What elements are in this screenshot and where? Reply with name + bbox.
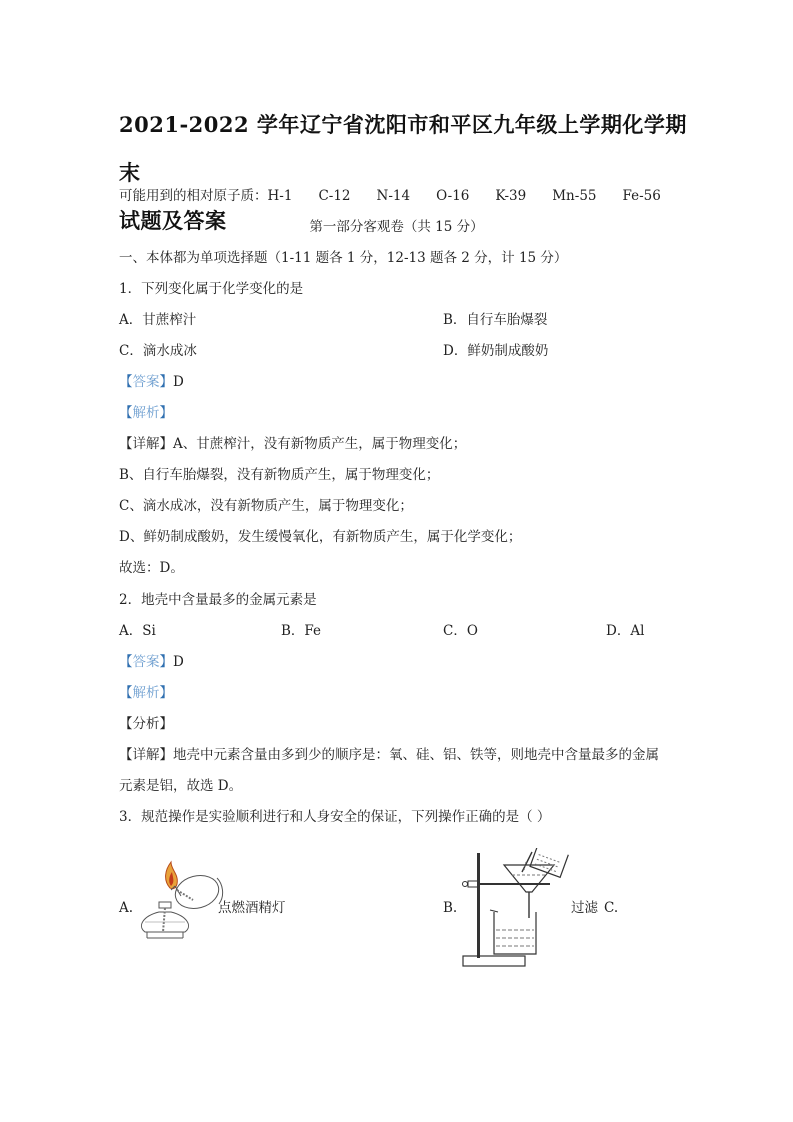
detail-text: 地壳中元素含量由多到少的顺序是：氧、硅、铝、铁等，则地壳中含量最多的金属 [173, 747, 659, 763]
atomic-mass-mn: Mn-55 [552, 188, 597, 204]
question-1-detail-line-1 [119, 434, 466, 454]
question-1-detail-line-4: D、鲜奶制成酸奶，发生缓慢氧化，有新物质产生，属于化学变化； [119, 529, 522, 545]
question-1-option-d: D．鲜奶制成酸奶 [443, 343, 549, 359]
bracket-open: 【 [119, 685, 133, 701]
part-heading: 第一部分客观卷（共 15 分） [309, 219, 484, 235]
question-1-stem: 1．下列变化属于化学变化的是 [119, 281, 304, 297]
question-3-option-c-letter: C. [604, 900, 619, 916]
answer-label: 答案 [132, 654, 160, 670]
bracket-close: 】 [159, 685, 173, 701]
question-2-detail-line-2: 元素是铝，故选 D。 [119, 778, 243, 794]
question-2-option-c: C．O [443, 623, 478, 639]
bracket-open: 【 [119, 436, 133, 452]
bracket-close: 】 [159, 654, 173, 670]
question-1-conclusion: 故选：D。 [119, 560, 184, 576]
question-2-analysis2-heading [119, 714, 173, 734]
bracket-close: 】 [159, 374, 173, 390]
analysis2-label: 分析 [132, 716, 160, 732]
question-2-stem: 2．地壳中含量最多的金属元素是 [119, 592, 317, 608]
atomic-mass-n: N-14 [376, 188, 411, 204]
title-line-2: 试题及答案 [119, 208, 227, 233]
bracket-close: 】 [159, 716, 173, 732]
atomic-mass-fe: Fe-56 [622, 188, 661, 204]
detail-text: A、甘蔗榨汁，没有新物质产生，属于物理变化； [173, 436, 467, 452]
question-2-answer [119, 652, 184, 672]
bracket-open: 【 [119, 374, 133, 390]
question-2-option-b: B．Fe [281, 623, 322, 639]
bracket-open: 【 [119, 405, 133, 421]
atomic-mass-c: C-12 [318, 188, 351, 204]
question-1-option-a: A．甘蔗榨汁 [119, 312, 197, 328]
question-3-option-a-caption: 点燃酒精灯 [218, 900, 286, 916]
question-3-option-b-caption: 过滤 [571, 900, 598, 916]
analysis-label: 解析 [132, 405, 160, 421]
question-1-answer [119, 372, 184, 392]
bracket-open: 【 [119, 716, 133, 732]
detail-label: 详解 [132, 436, 160, 452]
question-3-option-b-letter: B. [443, 900, 458, 916]
title-line-1: 2021-2022 学年辽宁省沈阳市和平区九年级上学期化学期末 [119, 112, 687, 185]
filtration-figure [460, 848, 570, 970]
analysis-label: 解析 [132, 685, 160, 701]
bracket-close: 】 [159, 436, 173, 452]
question-2-option-d: D．Al [606, 623, 645, 639]
bracket-open: 【 [119, 747, 133, 763]
bracket-close: 】 [159, 747, 173, 763]
question-3-option-a-letter: A. [119, 900, 134, 916]
answer-value: D [173, 654, 184, 670]
bracket-open: 【 [119, 654, 133, 670]
answer-value: D [173, 374, 184, 390]
atomic-masses-label: 可能用到的相对原子质： [119, 188, 268, 204]
atomic-mass-k: K-39 [495, 188, 527, 204]
bracket-close: 】 [159, 405, 173, 421]
atomic-mass-h: H-1 [267, 188, 293, 204]
question-2-analysis-heading [119, 683, 173, 703]
question-1-analysis-heading [119, 403, 173, 423]
question-1-option-c: C．滴水成冰 [119, 343, 197, 359]
answer-label: 答案 [132, 374, 160, 390]
question-2-option-a: A．Si [119, 623, 156, 639]
atomic-mass-o: O-16 [436, 188, 470, 204]
question-1-detail-line-3: C、滴水成冰，没有新物质产生，属于物理变化； [119, 498, 413, 514]
question-1-detail-line-2: B、自行车胎爆裂，没有新物质产生，属于物理变化； [119, 467, 440, 483]
question-3-stem: 3．规范操作是实验顺利进行和人身安全的保证，下列操作正确的是（ ） [119, 809, 551, 825]
detail-label: 详解 [132, 747, 160, 763]
question-1-option-b: B．自行车胎爆裂 [443, 312, 548, 328]
question-2-detail-line-1 [119, 745, 659, 765]
section-heading: 一、本体都为单项选择题（1-11 题各 1 分，12-13 题各 2 分，计 15 分） [119, 250, 568, 266]
atomic-masses-line [119, 186, 687, 206]
